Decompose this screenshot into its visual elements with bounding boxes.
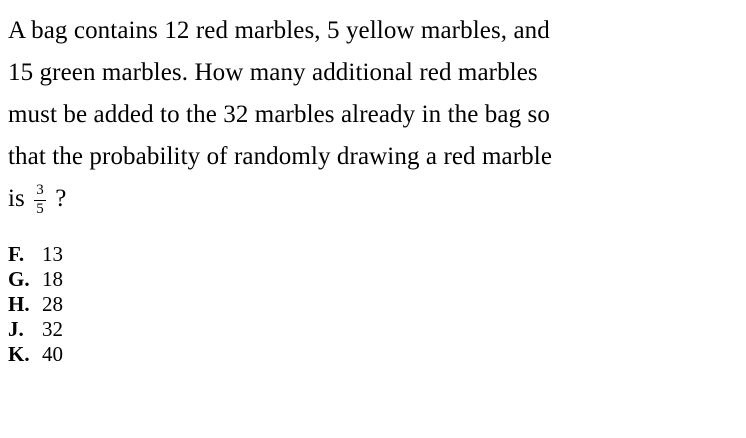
- choice-k-label: K.: [8, 342, 30, 366]
- question-line-5-suffix: ?: [55, 185, 67, 212]
- choice-f-label: F.: [8, 242, 25, 266]
- choice-g[interactable]: [8, 267, 738, 292]
- question-line-1: A bag contains 12 red marbles, 5 yellow marbles, and: [8, 17, 550, 44]
- fraction-three-fifths: [34, 183, 46, 218]
- choice-f[interactable]: [8, 242, 738, 267]
- choice-g-label: G.: [8, 267, 30, 291]
- choice-j-value: 32: [42, 317, 63, 341]
- choice-h[interactable]: [8, 292, 738, 317]
- fraction-numerator: 3: [36, 182, 44, 198]
- choice-j-label: J.: [8, 317, 24, 341]
- choice-j[interactable]: [8, 317, 738, 342]
- question-line-3: must be added to the 32 marbles already in the bag so: [8, 101, 550, 128]
- question-line-2: 15 green marbles. How many additional red marbles: [8, 59, 538, 86]
- answer-choices: [8, 242, 738, 367]
- question-line-5-prefix: is: [8, 185, 25, 212]
- question-line-4: that the probability of randomly drawing a red marble: [8, 143, 553, 170]
- choice-k[interactable]: [8, 342, 738, 367]
- choice-g-value: 18: [42, 267, 63, 291]
- question-text: [8, 10, 738, 220]
- choice-k-value: 40: [42, 342, 63, 366]
- choice-h-label: H.: [8, 292, 30, 316]
- fraction-denominator: 5: [36, 200, 44, 217]
- choice-h-value: 28: [42, 292, 63, 316]
- question-line-5: [8, 178, 738, 220]
- choice-f-value: 13: [42, 242, 63, 266]
